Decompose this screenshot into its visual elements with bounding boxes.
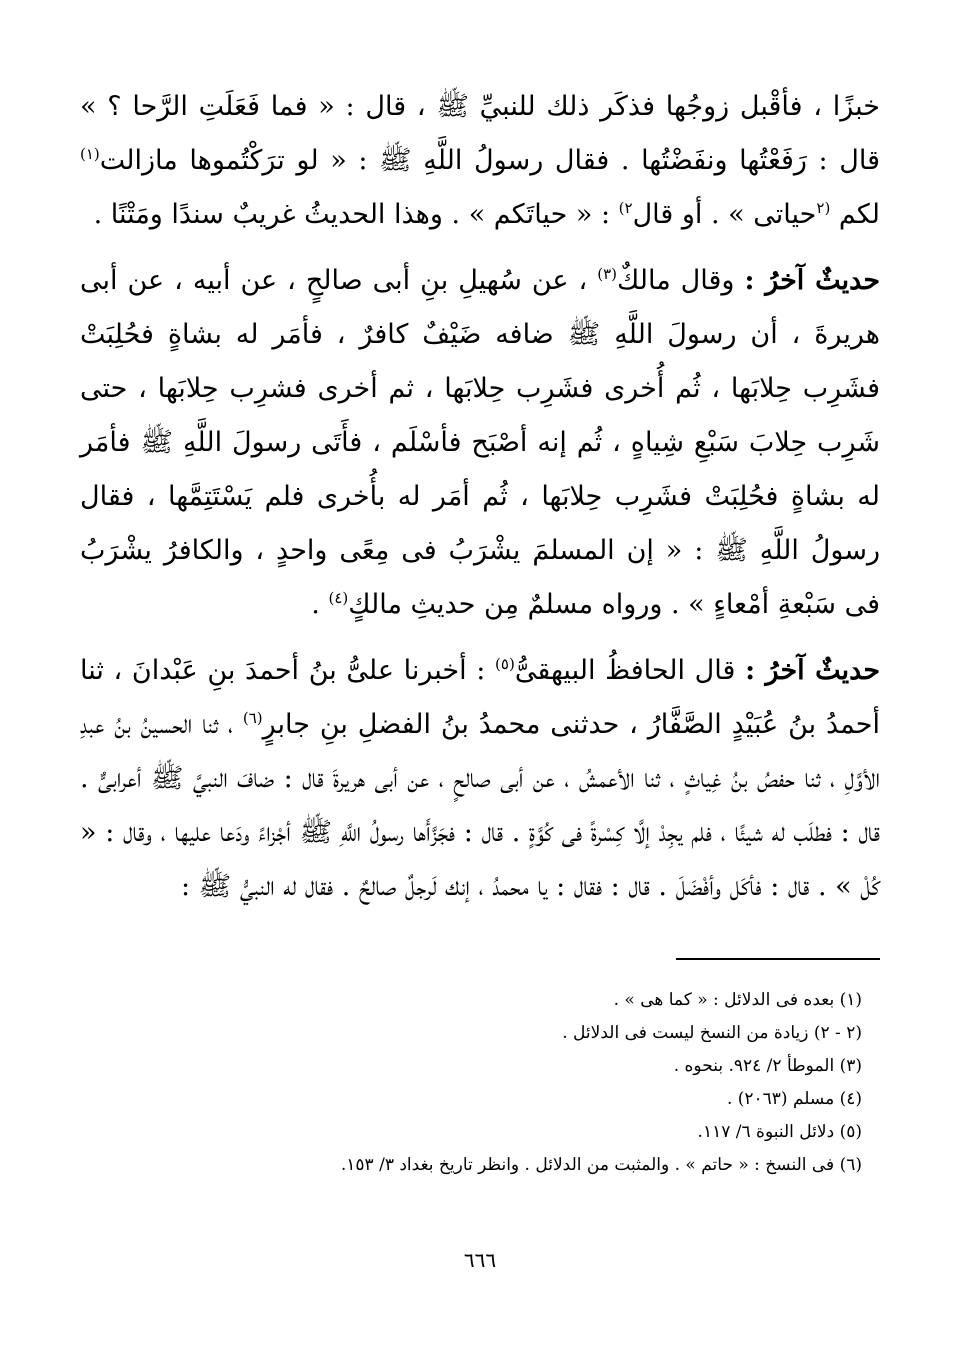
paragraph-1-text-1: خبزًا ، فأقْبل زوجُها فذكَر ذلك للنبيِّ ﷺ ، قال : « فما فَعَلَتِ الرَّحا ؟ » قال : رَفَعْتُها ونفَضْتُها . فقال رسولُ اللَّهِ ﷺ : « لو ترَكْتُموها مازالت [80, 91, 880, 176]
footnote-item: (١) بعده فى الدلائل : « كما هى » . [613, 990, 862, 1010]
paragraph-2 [80, 254, 880, 632]
footnote-item: (٤) مسلم (٢٠٦٣) . [726, 1089, 862, 1109]
footnote-ref-6: (٦) [242, 709, 263, 727]
footnote-divider [676, 958, 880, 960]
paragraph-2-text-1: وقال مالكٌ [617, 265, 735, 296]
footnote-item: (٢ - ٢) زيادة من النسخ ليست فى الدلائل . [562, 1023, 862, 1043]
paragraph-2-text-3: . [311, 589, 320, 620]
paragraph-1-text-2: لكم [838, 199, 880, 230]
footnote-item: (٥) دلائل النبوة ٦/ ١١٧. [697, 1122, 862, 1142]
footnote-ref-3: (٣) [597, 265, 617, 283]
page-number: ٦٦٦ [463, 1248, 497, 1272]
footnote-ref-2-open: (٢ [816, 199, 831, 217]
footnotes [82, 984, 862, 1182]
paragraph-3-text-2: : أخبرنا علىُّ بنُ أحمدَ بنِ عَبْدانَ ، ثنا أحمدُ بنُ عُبَيْدٍ الصَّفَّارُ ، حدثنى محمدُ بنُ الفضلِ بنِ جابرٍ [80, 655, 880, 740]
footnote-item: (٣) الموطأ ٢/ ٩٢٤. بنحوه . [673, 1056, 862, 1076]
page [80, 80, 881, 1272]
paragraph-1 [80, 80, 880, 242]
paragraph-3-text-1: قال الحافظُ البيهقىُّ [514, 655, 736, 686]
section-heading: حديثٌ آخرُ : [745, 655, 881, 686]
paragraph-2-text-2: ، عن سُهيلِ بنِ أبى صالحٍ ، عن أبيه ، عن أبى هريرةَ ، أن رسولَ اللَّهِ ﷺ ضافه ضَيْفٌ كافرٌ ، فأمَر له بشاةٍ فحُلِبَتْ فشَرِب حِلابَها ، ثُم أُخرى فشَرِب حِلابَها ، ثم أخرى فشرِب حِلابَها ، حتى شَرِب حِلابَ سَبْعِ شِياهٍ ، ثُم إنه أصْبَح فأسْلَم ، فأَتَى رسولَ اللَّهِ ﷺ فأمَر له بشاةٍ فحُلِبَتْ فشَرِب حِلابَها ، ثُم أمَر له بأُخرى فلم يَسْتَتِمَّها ، فقال رسولُ اللَّهِ ﷺ : « إن المسلمَ يشْرَبُ فى مِعًى واحدٍ ، والكافرُ يشْرَبُ فى سَبْعةِ أمْعاءٍ » . ورواه مسلمٌ مِن حديثِ مالكٍ [80, 265, 880, 620]
footnote-ref-5: (٥) [495, 655, 515, 673]
paragraph-3 [80, 644, 880, 914]
footnote-ref-1: (١) [80, 145, 100, 163]
paragraph-1-text-3: حياتى » . أو قال [632, 199, 817, 230]
footnote-ref-4: (٤) [328, 589, 349, 607]
footnote-item: (٦) فى النسخ : « حاتم » . والمثبت من الدلائل . وانظر تاريخ بغداد ٣/ ١٥٣. [340, 1155, 862, 1175]
footnote-ref-2-close: ٢) [618, 199, 633, 217]
section-heading: حديثٌ آخرُ : [744, 265, 881, 296]
paragraph-3-text-3: ، ثنا الحسينُ بنُ عبدِ الأوَّلِ ، ثنا حفصُ بنُ غِياثٍ ، ثنا الأعمشُ ، عن أبى صالحٍ ، عن أبى هريرةَ قال : ضافَ النبيَّ ﷺ أعرابىٌّ . قال : فطلَب له شيئًا ، فلم يجِدْ إلَّا كِسْرةً فى كُوَّةٍ . قال : فجَزَّأَها رسولُ اللَّهِ ﷺ أجْزاءً ودَعا عليها ، وقال : « كُلْ » . قال : فأكَل وأفْضَلَ . قال : فقال : يا محمدُ ، إنك لَرجلٌ صالحٌ . فقال له النبيُّ ﷺ : [80, 709, 880, 902]
paragraph-1-text-4: : « حياتَكم » . وهذا الحديثُ غريبٌ سندًا ومَتْنًا . [93, 199, 611, 230]
